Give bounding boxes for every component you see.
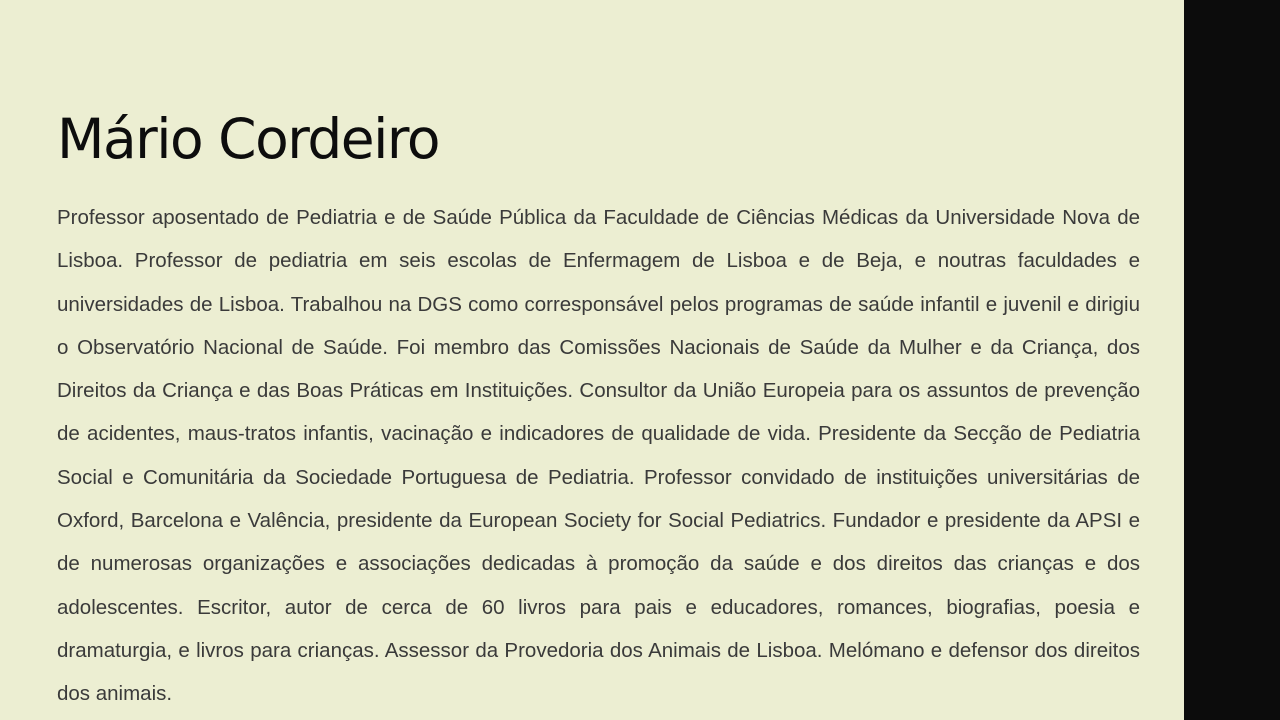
slide-title: Mário Cordeiro (57, 107, 439, 171)
side-bar (1184, 0, 1280, 720)
slide-body-text: Professor aposentado de Pediatria e de Saúde Pública da Faculdade de Ciências Médicas da Universidade Nova de Lisboa. Professor de pediatria em seis escolas de Enfermagem de Lisboa e de Beja, e noutras faculdades e universidades de Lisboa. Trabalhou na DGS como corresponsável pelos programas de saúde infantil e juvenil e dirigiu o Observatório Nacional de Saúde. Foi membro das Comissões Nacionais de Saúde da Mulher e da Criança, dos Direitos da Criança e das Boas Práticas em Instituições. Consultor da União Europeia para os assuntos de prevenção de acidentes, maus-tratos infantis, vacinação e indicadores de qualidade de vida. Presidente da Secção de Pediatria Social e Comunitária da Sociedade Portuguesa de Pediatria. Professor convidado de instituições universitárias de Oxford, Barcelona e Valência, presidente da European Society for Social Pediatrics. Fundador e presidente da APSI e de numerosas organizações e associações dedicadas à promoção da saúde e dos direitos das crianças e dos adolescentes. Escritor, autor de cerca de 60 livros para pais e educadores, romances, biografias, poesia e dramaturgia, e livros para crianças. Assessor da Provedoria dos Animais de Lisboa. Melómano e defensor dos direitos dos animais. (57, 206, 1140, 706)
